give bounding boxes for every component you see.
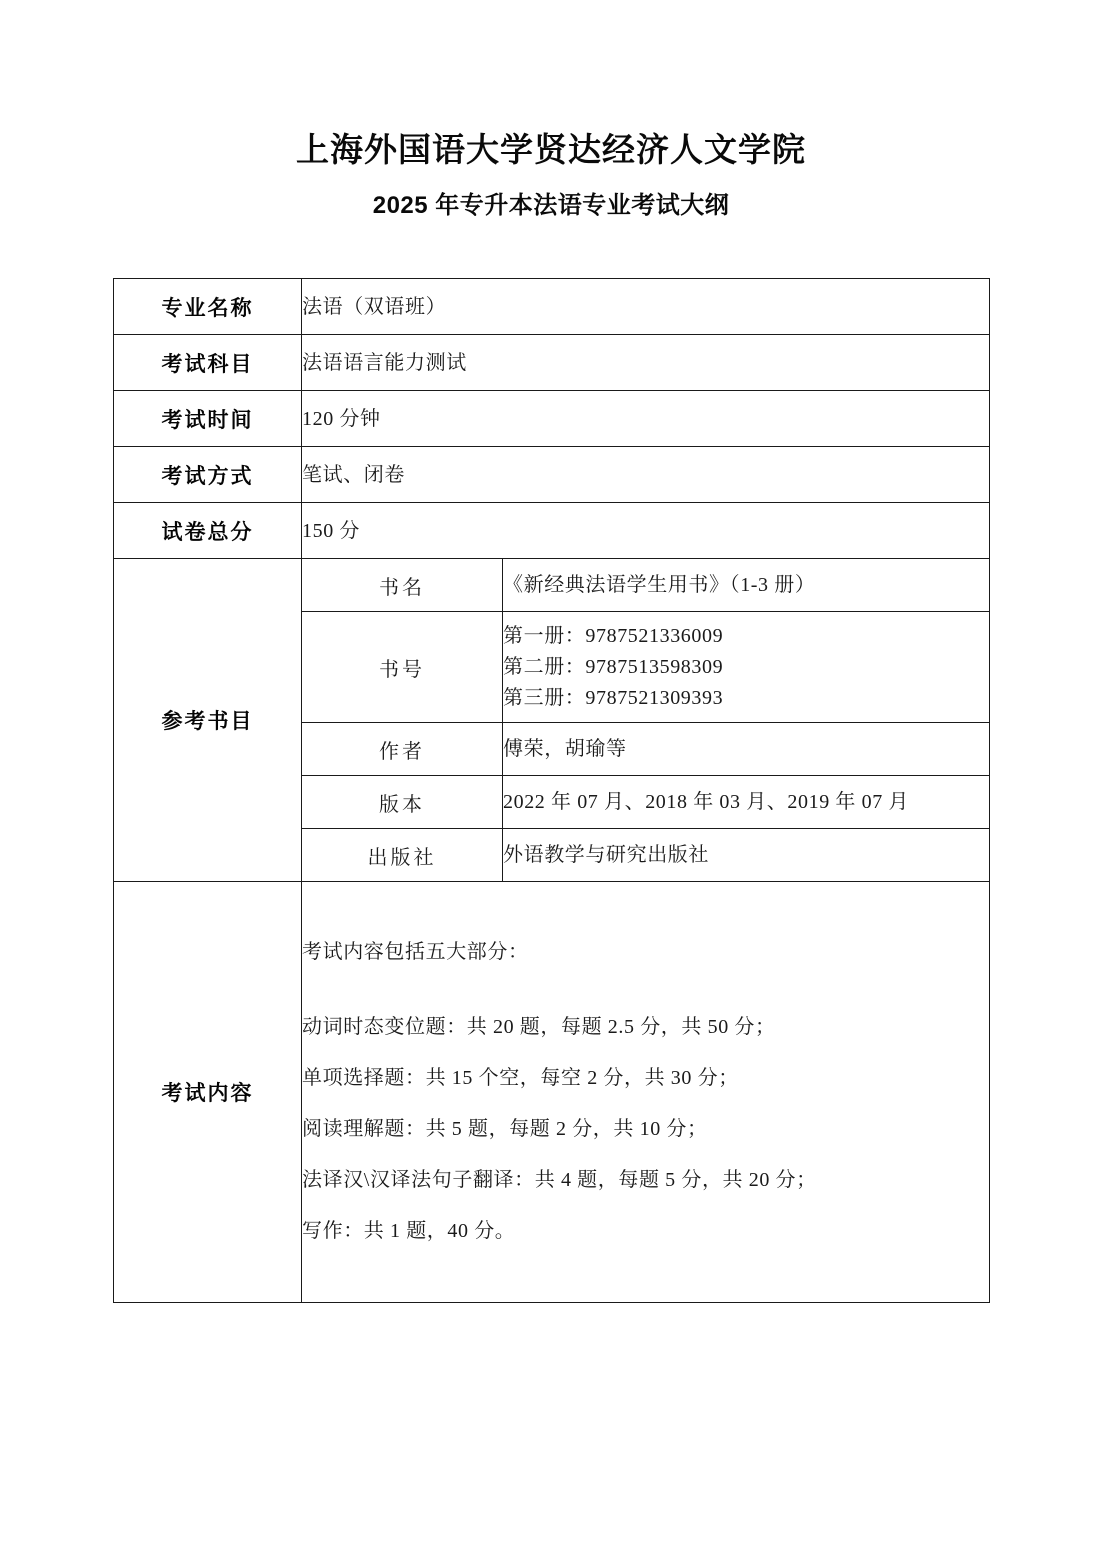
page-subtitle: 2025 年专升本法语专业考试大纲 [372, 191, 730, 219]
exam-content-item-multiple-choice: 单项选择题：共 15 个空，每空 2 分，共 30 分； [302, 1067, 739, 1089]
syllabus-table-wrapper [113, 278, 990, 1303]
sub-label-author: 作者 [302, 723, 503, 776]
exam-content-cell [302, 882, 990, 1303]
table-row-references [114, 559, 990, 882]
syllabus-table [113, 278, 990, 1303]
exam-content-body [302, 882, 989, 1302]
table-row [114, 335, 990, 391]
row-label-exam-content: 考试内容 [114, 882, 302, 1303]
sub-label-publisher: 出版社 [302, 829, 503, 882]
row-label-exam-subject: 考试科目 [114, 335, 302, 391]
row-label-references: 参考书目 [114, 559, 302, 882]
table-row [302, 723, 989, 776]
sub-value-publisher: 外语教学与研究出版社 [503, 829, 990, 882]
references-cell [302, 559, 990, 882]
exam-content-item-translation: 法译汉\汉译法句子翻译：共 4 题，每题 5 分，共 20 分； [302, 1169, 817, 1191]
row-value-major-name: 法语（双语班） [302, 279, 990, 335]
isbn-line-volume-2: 第二册：9787513598309 [503, 655, 724, 678]
page-title: 上海外国语大学贤达经济人文学院 [296, 131, 806, 168]
sub-label-edition: 版本 [302, 776, 503, 829]
table-row [114, 391, 990, 447]
row-value-total-score: 150 分 [302, 503, 990, 559]
exam-content-item-reading: 阅读理解题：共 5 题，每题 2 分，共 10 分； [302, 1118, 708, 1140]
table-row [302, 776, 989, 829]
row-value-exam-subject: 法语语言能力测试 [302, 335, 990, 391]
sub-label-isbn: 书号 [302, 612, 503, 723]
table-row [114, 279, 990, 335]
references-subtable [302, 559, 989, 881]
exam-content-intro: 考试内容包括五大部分： [302, 941, 529, 963]
sub-value-author: 傅荣，胡瑜等 [503, 723, 990, 776]
row-value-exam-duration: 120 分钟 [302, 391, 990, 447]
exam-content-item-writing: 写作：共 1 题，40 分。 [302, 1220, 516, 1242]
row-label-total-score: 试卷总分 [114, 503, 302, 559]
table-row [114, 503, 990, 559]
table-row [114, 447, 990, 503]
sub-value-book-title: 《新经典法语学生用书》（1-3 册） [503, 559, 990, 612]
table-row-exam-content [114, 882, 990, 1303]
isbn-line-volume-3: 第三册：9787521309393 [503, 686, 724, 709]
row-value-exam-format: 笔试、闭卷 [302, 447, 990, 503]
sub-label-book-title: 书名 [302, 559, 503, 612]
exam-content-item-verb-conjugation: 动词时态变位题：共 20 题，每题 2.5 分，共 50 分； [302, 1016, 776, 1038]
sub-value-edition: 2022 年 07 月、2018 年 03 月、2019 年 07 月 [503, 776, 990, 829]
table-row [302, 559, 989, 612]
sub-value-isbn [503, 612, 990, 723]
table-row [302, 612, 989, 723]
row-label-exam-duration: 考试时间 [114, 391, 302, 447]
isbn-line-volume-1: 第一册：9787521336009 [503, 624, 724, 647]
row-label-exam-format: 考试方式 [114, 447, 302, 503]
row-label-major-name: 专业名称 [114, 279, 302, 335]
table-row [302, 829, 989, 882]
